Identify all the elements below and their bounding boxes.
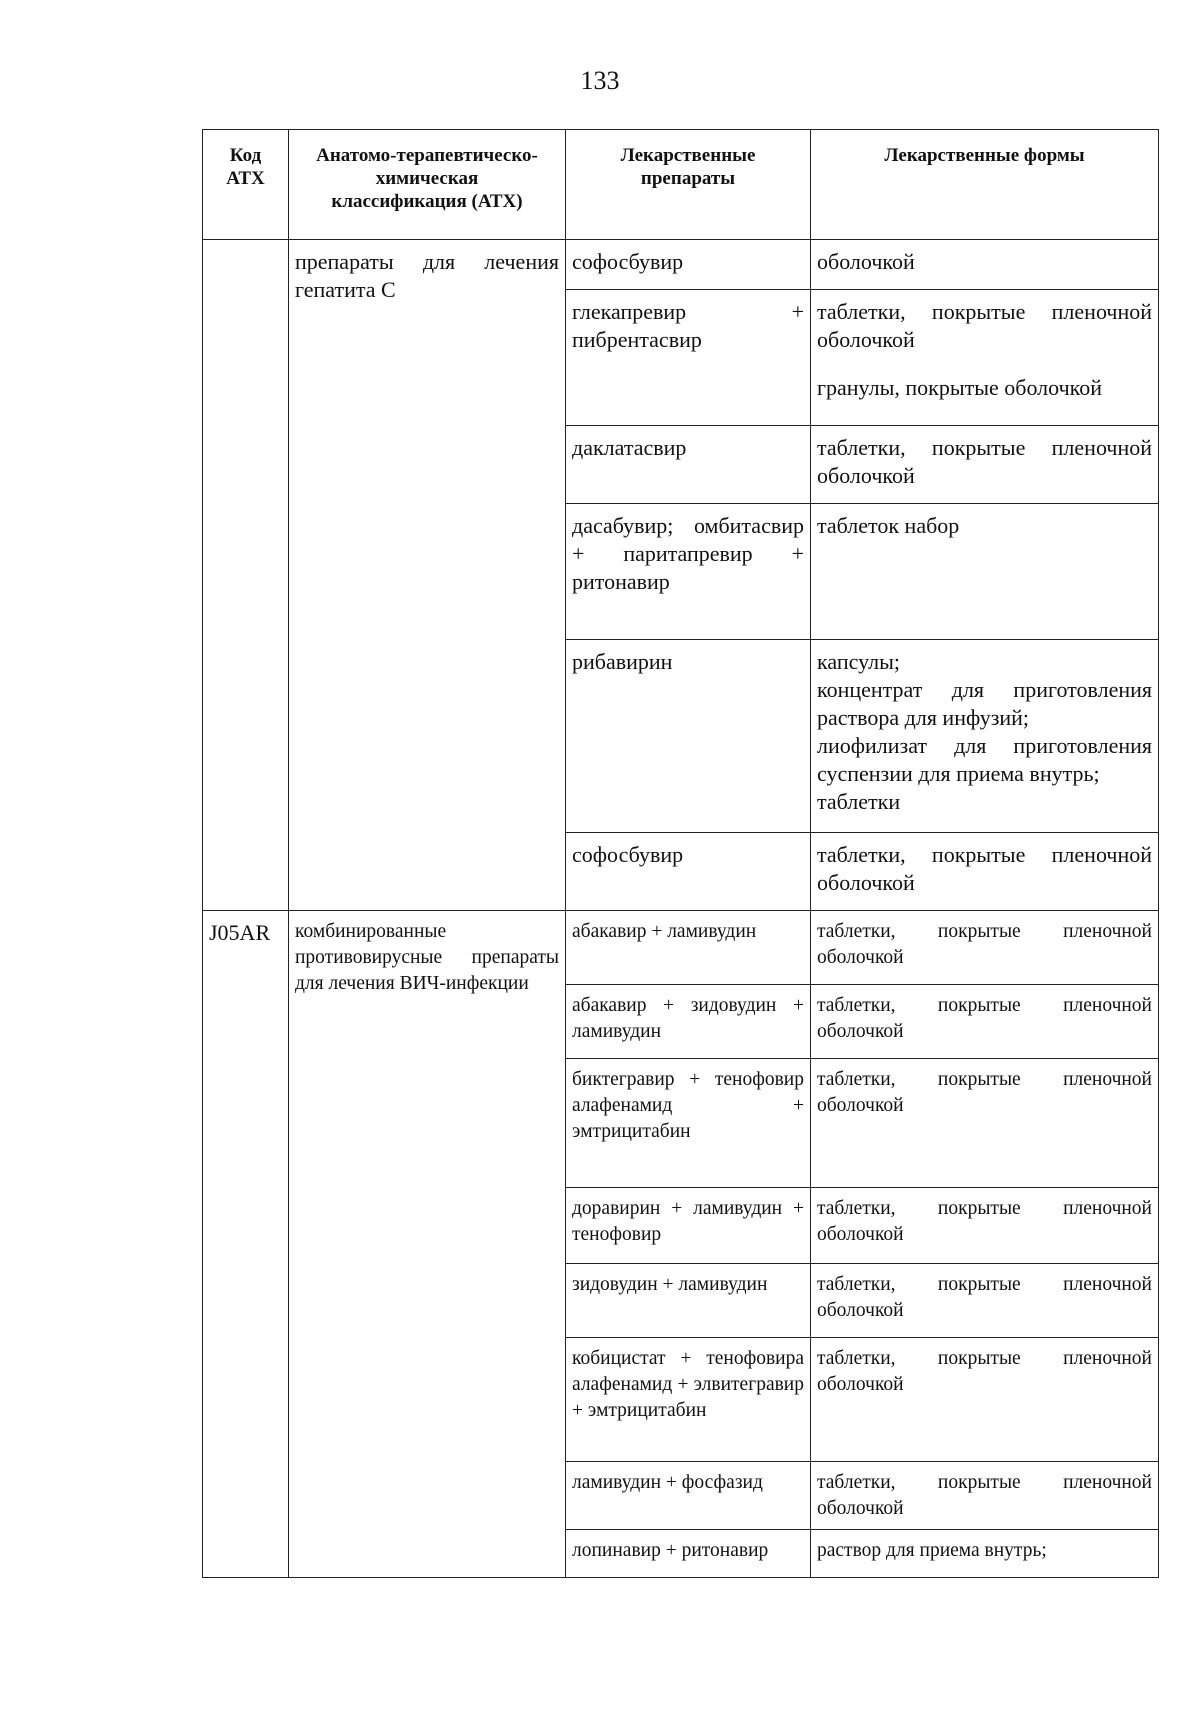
forms-cell: таблетки, покрытые пленочной оболочкой xyxy=(811,1338,1159,1462)
forms-cell: таблетки, покрытые пленочной оболочкой xyxy=(811,833,1159,911)
forms-cell: таблетки, покрытые пленочной оболочкой xyxy=(811,1462,1159,1530)
code-cell xyxy=(203,911,289,1578)
forms-cell: таблетки, покрытые пленочной оболочкой xyxy=(811,911,1159,985)
header-drugs: Лекарственные препараты xyxy=(566,130,811,240)
forms-cell: таблетки, покрытые пленочной оболочкой xyxy=(811,1059,1159,1188)
classification-cell xyxy=(289,240,566,911)
forms-cell xyxy=(811,290,1159,426)
drug-cell: лопинавир + ритонавир xyxy=(566,1530,811,1578)
table-row xyxy=(203,911,1159,985)
drug-cell: дасабувир; омбитасвир + паритапревир + ритонавир xyxy=(566,504,811,640)
forms-cell: таблетки, покрытые пленочной оболочкой xyxy=(811,1188,1159,1264)
forms-cell: раствор для приема внутрь; xyxy=(811,1530,1159,1578)
forms-cell: таблетки, покрытые пленочной оболочкой xyxy=(811,985,1159,1059)
drug-cell: софосбувир xyxy=(566,240,811,290)
classification-text: комбинированные противовирусные препараты для лечения ВИЧ-инфекции xyxy=(295,921,559,994)
forms-cell xyxy=(811,640,1159,833)
atx-table xyxy=(202,129,1159,1578)
forms-cell: оболочкой xyxy=(811,240,1159,290)
form-item: таблетки, покрытые пленочной оболочкой xyxy=(817,299,1152,352)
form-item: гранулы, покрытые оболочкой xyxy=(817,375,1102,400)
form-item: концентрат для приготовления раствора для инфузий; xyxy=(817,677,1152,730)
drug-cell: биктегравир + тенофовир алафенамид + эмтрицитабин xyxy=(566,1059,811,1188)
header-forms: Лекарственные формы xyxy=(811,130,1159,240)
forms-cell: таблетки, покрытые пленочной оболочкой xyxy=(811,1264,1159,1338)
code-cell xyxy=(203,240,289,911)
drug-cell: зидовудин + ламивудин xyxy=(566,1264,811,1338)
header-code: Код АТХ xyxy=(203,130,289,240)
table-header-row xyxy=(203,130,1159,240)
form-item: таблетки xyxy=(817,789,901,814)
drug-cell: глекапревир + пибрентасвир xyxy=(566,290,811,426)
drug-cell: абакавир + зидовудин + ламивудин xyxy=(566,985,811,1059)
header-atc-classification: Анатомо-терапевтическо-химическая классификация (АТХ) xyxy=(289,130,566,240)
form-item: капсулы; xyxy=(817,649,900,674)
drug-cell: кобицистат + тенофовира алафенамид + элвитегравир + эмтрицитабин xyxy=(566,1338,811,1462)
forms-cell: таблетки, покрытые пленочной оболочкой xyxy=(811,426,1159,504)
drug-cell: абакавир + ламивудин xyxy=(566,911,811,985)
drug-cell: софосбувир xyxy=(566,833,811,911)
forms-cell: таблеток набор xyxy=(811,504,1159,640)
table-row xyxy=(203,240,1159,290)
drug-cell: даклатасвир xyxy=(566,426,811,504)
classification-cell xyxy=(289,911,566,1578)
drug-cell: рибавирин xyxy=(566,640,811,833)
drug-cell: доравирин + ламивудин + тенофовир xyxy=(566,1188,811,1264)
drug-cell: ламивудин + фосфазид xyxy=(566,1462,811,1530)
page-number: 133 xyxy=(580,66,620,95)
form-item: лиофилизат для приготовления суспензии для приема внутрь; xyxy=(817,733,1152,786)
atx-code: J05AR xyxy=(209,920,271,945)
classification-text: препараты для лечения гепатита С xyxy=(295,249,559,302)
